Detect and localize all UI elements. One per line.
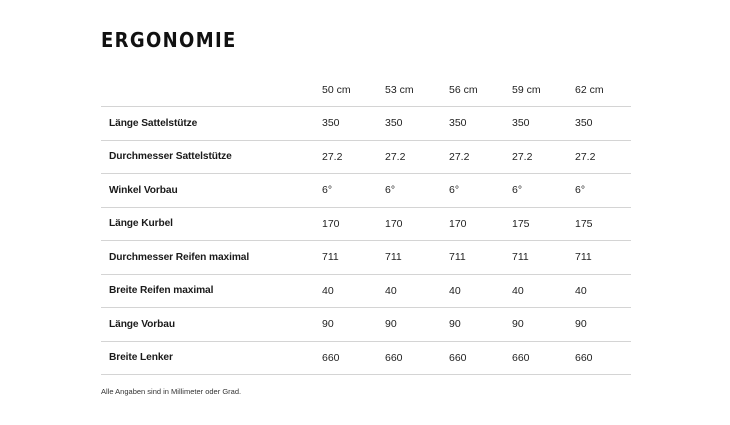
table-header-row	[101, 73, 631, 107]
row-label: Winkel Vorbau	[109, 184, 178, 196]
table-cell: 350	[512, 117, 530, 130]
ergonomics-table	[101, 73, 631, 375]
table-cell: 6°	[385, 184, 396, 197]
table-row	[101, 207, 631, 241]
table-cell: 170	[449, 217, 467, 230]
header-size: 53 cm	[385, 83, 414, 96]
table-cell: 350	[575, 117, 593, 130]
table-cell: 27.2	[322, 150, 343, 163]
row-label: Durchmesser Reifen maximal	[109, 251, 250, 263]
header-size: 50 cm	[322, 83, 351, 96]
header-label-cell	[101, 73, 322, 107]
table-cell: 90	[385, 318, 397, 331]
table-cell: 660	[385, 351, 403, 364]
table-cell: 40	[449, 284, 461, 297]
table-cell: 27.2	[449, 150, 470, 163]
table-row	[101, 140, 631, 174]
table-cell: 711	[512, 251, 529, 264]
table-cell: 711	[322, 251, 339, 264]
table-cell: 350	[385, 117, 403, 130]
table-cell: 711	[575, 251, 592, 264]
table-cell: 711	[385, 251, 402, 264]
row-label: Länge Sattelstütze	[109, 117, 198, 129]
footnote: Alle Angaben sind in Millimeter oder Grad.	[101, 387, 242, 396]
table-cell: 175	[512, 217, 530, 230]
row-label: Breite Reifen maximal	[109, 285, 214, 297]
table-cell: 27.2	[512, 150, 533, 163]
table-row	[101, 308, 631, 342]
table-cell: 350	[322, 117, 340, 130]
table-cell: 175	[575, 217, 593, 230]
table-cell: 90	[322, 318, 334, 331]
table-row	[101, 241, 631, 275]
table-cell: 90	[449, 318, 461, 331]
table-cell: 350	[449, 117, 467, 130]
table-cell: 660	[449, 351, 467, 364]
table-cell: 170	[385, 217, 403, 230]
table-row	[101, 107, 631, 141]
row-label: Länge Kurbel	[109, 218, 173, 230]
table-cell: 27.2	[385, 150, 406, 163]
header-size: 56 cm	[449, 83, 478, 96]
table-cell: 660	[575, 351, 593, 364]
row-label: Durchmesser Sattelstütze	[109, 151, 232, 163]
table-cell: 40	[575, 284, 587, 297]
table-cell: 90	[512, 318, 524, 331]
table-cell: 660	[512, 351, 530, 364]
table-cell: 6°	[575, 184, 586, 197]
table-cell: 170	[322, 217, 340, 230]
header-size: 62 cm	[575, 83, 604, 96]
table-cell: 90	[575, 318, 587, 331]
section-title: ERGONOMIE	[101, 28, 237, 52]
table-cell: 6°	[322, 184, 333, 197]
table-cell: 27.2	[575, 150, 596, 163]
table-cell: 40	[322, 284, 334, 297]
row-label: Länge Vorbau	[109, 318, 175, 330]
table-cell: 40	[512, 284, 524, 297]
row-label: Breite Lenker	[109, 352, 173, 364]
table-row	[101, 174, 631, 208]
table-cell: 660	[322, 351, 340, 364]
table-row	[101, 274, 631, 308]
table-cell: 711	[449, 251, 466, 264]
table-row	[101, 341, 631, 375]
table-cell: 6°	[512, 184, 523, 197]
table-cell: 40	[385, 284, 397, 297]
table-cell: 6°	[449, 184, 460, 197]
header-size: 59 cm	[512, 83, 541, 96]
